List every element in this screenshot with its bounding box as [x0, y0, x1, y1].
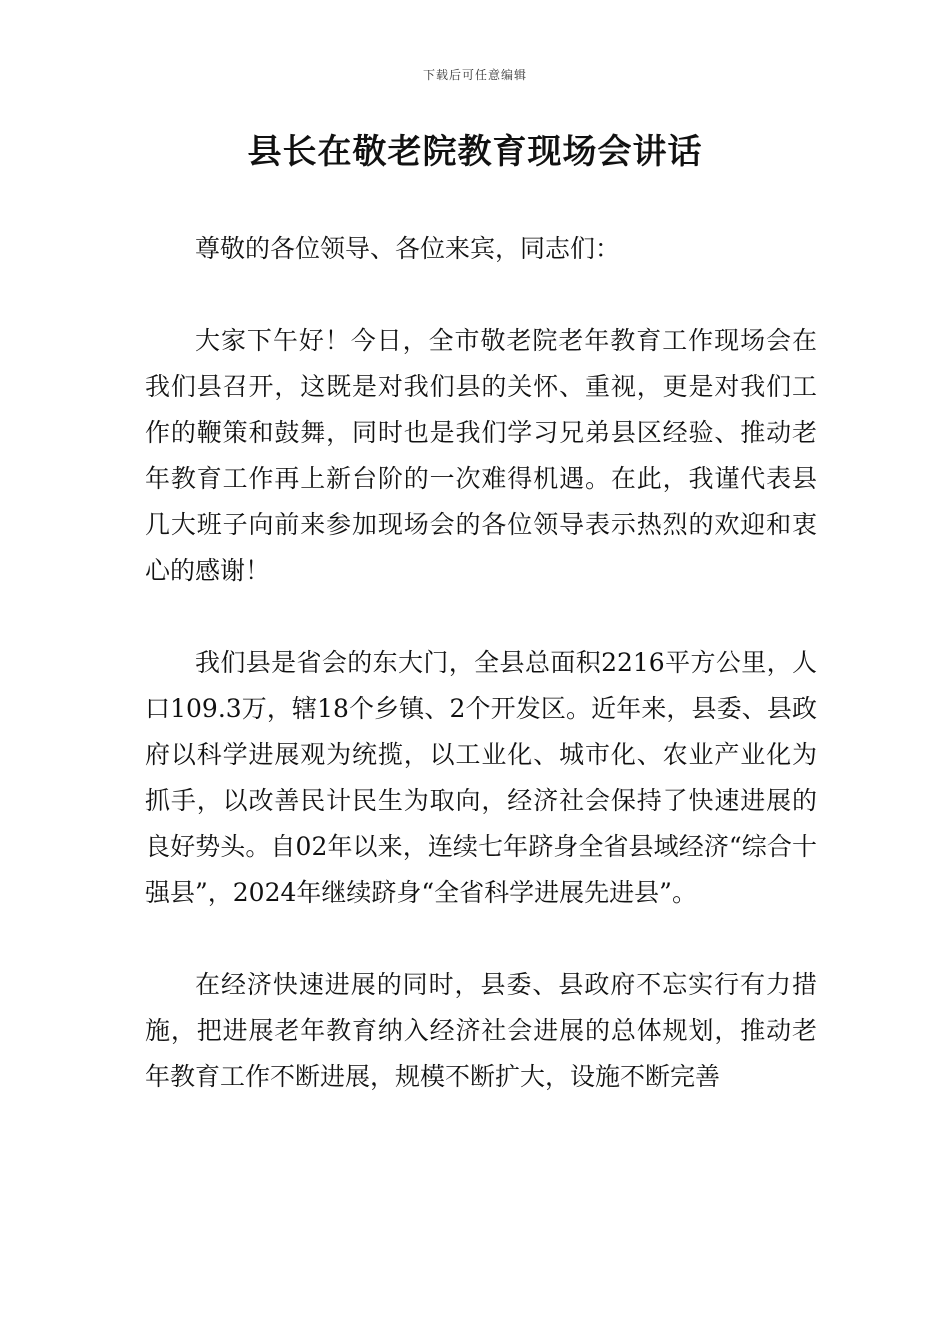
paragraph-welcome: 大家下午好！今日，全市敬老院老年教育工作现场会在我们县召开，这既是对我们县的关怀、重视，更是对我们工作的鞭策和鼓舞，同时也是我们学习兄弟县区经验、推动老年教育工作再上新台阶的一次难得机遇。在此，我谨代表县几大班子向前来参加现场会的各位领导表示热烈的欢迎和衷心的感谢！: [145, 326, 817, 585]
header-note: 下载后可任意编辑: [422, 68, 527, 82]
document-body: [145, 226, 817, 1146]
paragraph-salutation: 尊敬的各位领导、各位来宾，同志们：: [195, 234, 621, 263]
paragraph-elderly-education: 在经济快速进展的同时，县委、县政府不忘实行有力措施，把进展老年教育纳入经济社会进展的总体规划，推动老年教育工作不断进展，规模不断扩大，设施不断完善: [145, 970, 817, 1091]
paragraph-county-overview: 我们县是省会的东大门，全县总面积2216平方公里，人口109.3万，辖18个乡镇、2个开发区。近年来，县委、县政府以科学进展观为统揽，以工业化、城市化、农业产业化为抓手，以改善民计民生为取向，经济社会保持了快速进展的良好势头。自02年以来，连续七年跻身全省县域经济“综合十强县”，2024年继续跻身“全省科学进展先进县”。: [145, 648, 817, 907]
document-title: 县长在敬老院教育现场会讲话: [247, 132, 703, 172]
